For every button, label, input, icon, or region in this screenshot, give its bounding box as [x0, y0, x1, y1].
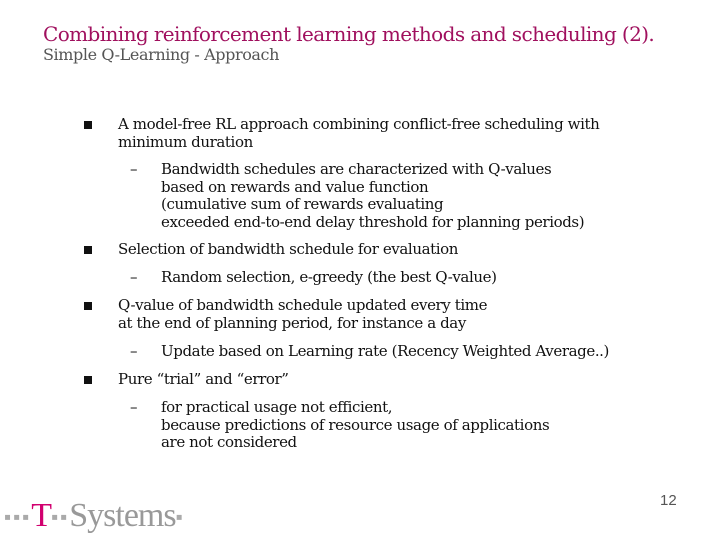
bullet-text: Selection of bandwidth schedule for evaluation: [118, 240, 459, 258]
sub-bullet-text: for practical usage not efficient, because predictions of resource usage of applications are not considered: [161, 398, 550, 451]
bullet-text: Q-value of bandwidth schedule updated every time at the end of planning period, for instance a day: [118, 296, 488, 332]
bullet-text: Pure “trial” and “error”: [118, 370, 289, 388]
dash-icon: –: [130, 398, 138, 416]
bullet-icon: [84, 246, 92, 254]
bullet-icon: [84, 121, 92, 129]
dash-icon: –: [130, 342, 138, 360]
page-number: 12: [660, 492, 677, 509]
bullet-icon: [84, 302, 92, 310]
t-systems-logo: ▪▪▪T▪▪Systems▪: [4, 497, 185, 534]
sub-bullet-text: Update based on Learning rate (Recency Weighted Average..): [161, 342, 610, 360]
sub-bullet-text: Random selection, e-greedy (the best Q-value): [161, 268, 497, 286]
dash-icon: –: [130, 268, 138, 286]
sub-bullet-text: Bandwidth schedules are characterized with Q-values based on rewards and value function (cumulative sum of rewards evaluating exceeded end-to-end delay threshold for planning periods): [161, 160, 585, 231]
dash-icon: –: [130, 160, 138, 178]
bullet-text: A model-free RL approach combining conflict-free scheduling with minimum duration: [118, 115, 600, 151]
slide-subtitle: Simple Q-Learning - Approach: [43, 45, 280, 64]
bullet-icon: [84, 376, 92, 384]
slide-title: Combining reinforcement learning methods and scheduling (2).: [43, 22, 655, 46]
